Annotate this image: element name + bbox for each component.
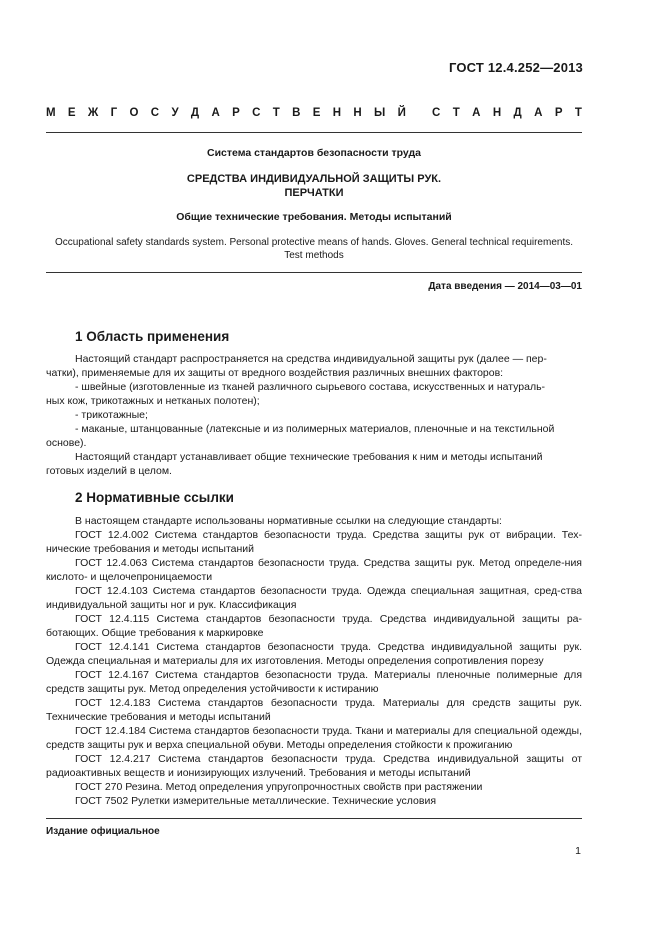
reference-item: ГОСТ 12.4.103 Система стандартов безопасности труда. Одежда специальная защитная, сред-ства индивидуальной защиты ног и рук. Классификация: [46, 585, 582, 611]
banner-letter: Н: [353, 107, 362, 119]
section-1-line-1: Настоящий стандарт распространяется на средства индивидуальной защиты рук (далее — пер-: [75, 353, 547, 365]
reference-item: ГОСТ 12.4.115 Система стандартов безопасности труда. Средства индивидуальной защиты ра-ботающих. Общие требования к маркировке: [46, 613, 582, 639]
middle-divider: [46, 272, 582, 273]
banner-letter: Ж: [87, 107, 99, 119]
banner-letter: С: [252, 107, 261, 119]
reference-item: ГОСТ 12.4.184 Система стандартов безопасности труда. Ткани и материалы для специальной одежды, средств защиты рук и верха специальной обуви. Методы определения стойкости к прожиганию: [46, 725, 582, 751]
reference-item: ГОСТ 12.4.002 Система стандартов безопасности труда. Средства защиты рук от вибрации. Тех-нические требования и методы испытаний: [46, 529, 582, 555]
banner-letter: М: [46, 107, 56, 119]
reference-item: ГОСТ 12.4.063 Система стандартов безопасности труда. Средства защиты рук. Метод определе-ния кислото- и щелочепроницаемости: [46, 557, 582, 583]
english-title-line-1: Occupational safety standards system. Personal protective means of hands. Gloves. General technical requirements.: [54, 237, 574, 248]
banner-letter: Д: [190, 107, 200, 119]
section-1-line-5: - трикотажные;: [75, 409, 148, 421]
banner-letter: Е: [67, 107, 76, 119]
section-1-line-9: готовых изделий в целом.: [46, 465, 172, 477]
section-2-lead: В настоящем стандарте использованы нормативные ссылки на следующие стандарты:: [75, 515, 502, 527]
reference-item: ГОСТ 12.4.167 Система стандартов безопасности труда. Материалы пленочные полимерные для средств защиты рук. Метод определения устойчивости к истиранию: [46, 669, 582, 695]
section-1-line-6: - маканые, штанцованные (латексные и из полимерных материалов, пленочные и на текстильной: [75, 423, 555, 435]
section-1-line-4: ных кож, трикотажных и нетканых полотен);: [46, 395, 260, 407]
reference-item: ГОСТ 12.4.183 Система стандартов безопасности труда. Материалы для средств защиты рук. Технические требования и методы испытаний: [46, 697, 582, 723]
banner-letter: Й: [397, 107, 406, 119]
title-line-1: СРЕДСТВА ИНДИВИДУАЛЬНОЙ ЗАЩИТЫ РУК.: [186, 173, 442, 185]
reference-item: ГОСТ 12.4.217 Система стандартов безопасности труда. Средства индивидуальной защиты от радиоактивных веществ и ионизирующих излучений. Требования и методы испытаний: [46, 753, 582, 779]
banner-letter: Д: [513, 107, 522, 119]
banner-letter: Г: [110, 107, 118, 119]
english-title-line-2: Test methods: [284, 250, 344, 261]
section-1-line-2: чатки), применяемые для их защиты от вредного воздействия различных внешних факторов:: [46, 367, 504, 379]
document-title: [46, 172, 582, 200]
banner-letter: А: [211, 107, 220, 119]
banner-letter: Р: [554, 107, 563, 119]
official-edition-note: Издание официальное: [46, 826, 160, 837]
banner-word-standard: [432, 107, 582, 119]
page-number: 1: [575, 845, 581, 857]
standards-series: Система стандартов безопасности труда: [206, 147, 422, 159]
title-line-2: ПЕРЧАТКИ: [284, 187, 344, 199]
banner-letter: С: [150, 107, 160, 119]
banner-word-interstate: [46, 107, 406, 119]
banner-letter: Е: [312, 107, 321, 119]
banner-letter: У: [171, 107, 179, 119]
banner-letter: О: [129, 107, 139, 119]
introduction-date: Дата введения — 2014—03—01: [428, 281, 582, 292]
reference-item: ГОСТ 7502 Рулетки измерительные металлические. Технические условия: [75, 795, 437, 807]
document-subtitle: Общие технические требования. Методы испытаний: [176, 211, 452, 223]
banner-letter: А: [472, 107, 481, 119]
section-2-heading: 2 Нормативные ссылки: [75, 490, 234, 505]
banner-letter: Т: [452, 107, 460, 119]
reference-item: ГОСТ 270 Резина. Метод определения упругопрочностных свойств при растяжении: [75, 781, 483, 793]
footer-divider: [46, 818, 582, 819]
top-divider: [46, 132, 582, 133]
section-1-line-8: Настоящий стандарт устанавливает общие технические требования к ним и методы испытаний: [75, 451, 543, 463]
english-title: [46, 236, 582, 262]
banner-letter: С: [432, 107, 441, 119]
reference-item: ГОСТ 12.4.141 Система стандартов безопасности труда. Средства индивидуальной защиты рук. Одежда специальная и материалы для их изготовления. Методы определения сопротивления порезу: [46, 641, 582, 667]
banner-letter: Ы: [374, 107, 386, 119]
section-1-heading: 1 Область применения: [75, 329, 230, 344]
banner-letter: Т: [574, 107, 582, 119]
banner-letter: Р: [232, 107, 240, 119]
section-1-line-3: - швейные (изготовленные из тканей различного сырьевого состава, искусственных и натураль-: [75, 381, 546, 393]
banner-letter: А: [534, 107, 543, 119]
standard-number: ГОСТ 12.4.252—2013: [448, 60, 583, 75]
section-1-line-7: основе).: [46, 437, 87, 449]
banner-letter: Н: [332, 107, 342, 119]
banner-letter: Т: [272, 107, 280, 119]
banner-letter: В: [292, 107, 301, 119]
banner-letter: Н: [492, 107, 502, 119]
interstate-standard-banner: [46, 107, 582, 119]
